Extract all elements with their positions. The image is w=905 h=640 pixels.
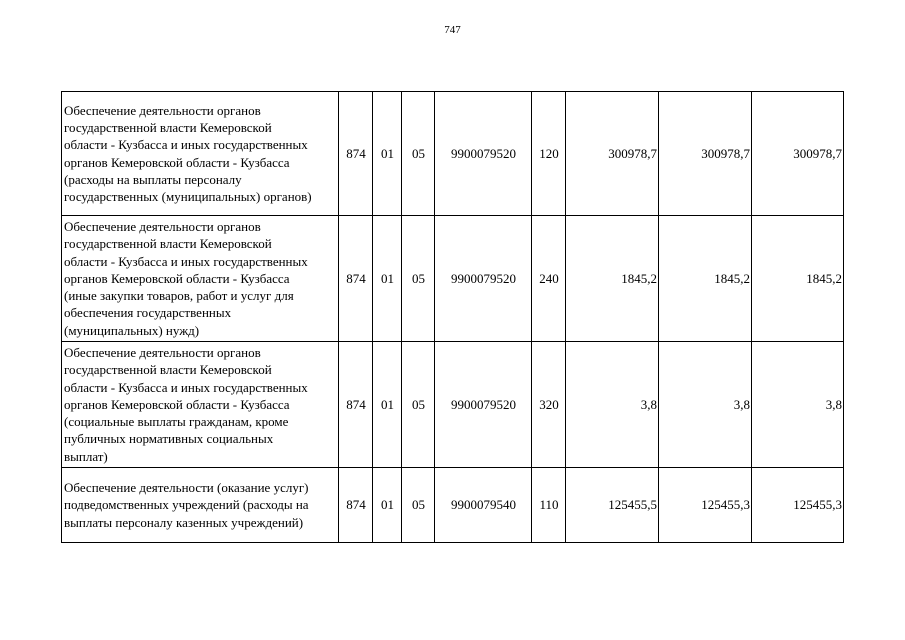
budget-table [61, 91, 844, 543]
row-name: Обеспечение деятельности органов государственной власти Кемеровской области - Кузбасса и иных государственных органов Кемеровской области - Кузбасса (расходы на выплаты персоналу государственных (муниципальных) органов) [62, 92, 339, 216]
amount-year-2: 300978,7 [659, 92, 752, 216]
ministry-code: 874 [339, 468, 373, 543]
amount-year-1: 1845,2 [566, 216, 659, 342]
subsection-code: 05 [402, 92, 435, 216]
subsection-code: 05 [402, 216, 435, 342]
section-code: 01 [373, 216, 402, 342]
ministry-code: 874 [339, 92, 373, 216]
amount-year-3: 1845,2 [752, 216, 844, 342]
amount-year-3: 125455,3 [752, 468, 844, 543]
amount-year-1: 125455,5 [566, 468, 659, 543]
amount-year-3: 300978,7 [752, 92, 844, 216]
amount-year-2: 3,8 [659, 342, 752, 468]
row-name: Обеспечение деятельности (оказание услуг) подведомственных учреждений (расходы на выплаты персоналу казенных учреждений) [62, 468, 339, 543]
table-row [62, 342, 844, 468]
expense-type-code: 320 [532, 342, 566, 468]
target-article-code: 9900079540 [435, 468, 532, 543]
table-row [62, 92, 844, 216]
expense-type-code: 240 [532, 216, 566, 342]
subsection-code: 05 [402, 342, 435, 468]
expense-type-code: 110 [532, 468, 566, 543]
amount-year-2: 125455,3 [659, 468, 752, 543]
target-article-code: 9900079520 [435, 216, 532, 342]
amount-year-1: 300978,7 [566, 92, 659, 216]
ministry-code: 874 [339, 342, 373, 468]
section-code: 01 [373, 92, 402, 216]
target-article-code: 9900079520 [435, 92, 532, 216]
amount-year-1: 3,8 [566, 342, 659, 468]
subsection-code: 05 [402, 468, 435, 543]
page-number: 747 [444, 24, 461, 36]
section-code: 01 [373, 342, 402, 468]
amount-year-3: 3,8 [752, 342, 844, 468]
section-code: 01 [373, 468, 402, 543]
ministry-code: 874 [339, 216, 373, 342]
row-name: Обеспечение деятельности органов государственной власти Кемеровской области - Кузбасса и иных государственных органов Кемеровской области - Кузбасса (социальные выплаты гражданам, кроме публичных нормативных социальных выплат) [62, 342, 339, 468]
target-article-code: 9900079520 [435, 342, 532, 468]
table-row [62, 216, 844, 342]
row-name: Обеспечение деятельности органов государственной власти Кемеровской области - Кузбасса и иных государственных органов Кемеровской области - Кузбасса (иные закупки товаров, работ и услуг для обеспечения государственных (муниципальных) нужд) [62, 216, 339, 342]
amount-year-2: 1845,2 [659, 216, 752, 342]
table-row [62, 468, 844, 543]
expense-type-code: 120 [532, 92, 566, 216]
